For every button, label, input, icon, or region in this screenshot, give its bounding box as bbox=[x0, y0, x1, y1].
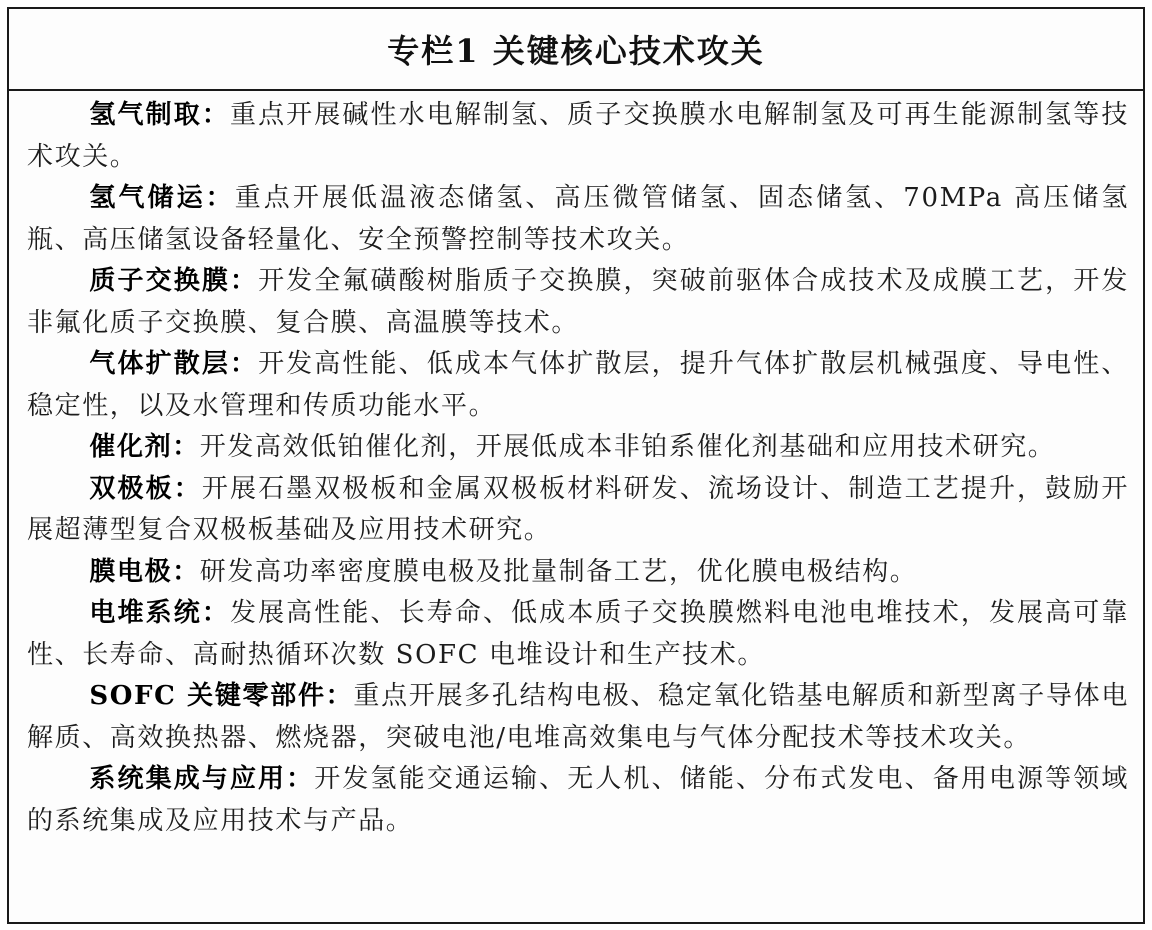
item-text: 开发全氟磺酸树脂质子交换膜，突破前驱体合成技术及成膜工艺，开发非氟化质子交换膜、复合膜、高温膜等技术。 bbox=[27, 266, 1129, 338]
special-column-box bbox=[7, 7, 1145, 924]
item-term: 氢气储运： bbox=[89, 183, 235, 213]
item-text: 发展高性能、长寿命、低成本质子交换膜燃料电池电堆技术，发展高可靠性、长寿命、高耐热循环次数 SOFC 电堆设计和生产技术。 bbox=[27, 598, 1129, 670]
item-sofc-key-components bbox=[27, 676, 1129, 759]
item-system-integration bbox=[27, 759, 1129, 842]
item-text: 重点开展低温液态储氢、高压微管储氢、固态储氢、70MPa 高压储氢瓶、高压储氢设备轻量化、安全预警控制等技术攻关。 bbox=[27, 183, 1129, 255]
item-hydrogen-production bbox=[27, 95, 1129, 178]
item-term: 质子交换膜： bbox=[89, 266, 259, 296]
item-text: 开发高效低铂催化剂，开展低成本非铂系催化剂基础和应用技术研究。 bbox=[199, 432, 1056, 462]
item-gas-diffusion-layer bbox=[27, 344, 1129, 427]
item-term: 氢气制取： bbox=[89, 100, 230, 130]
item-term: 系统集成与应用： bbox=[89, 764, 315, 794]
column-title: 专栏1 关键核心技术攻关 bbox=[387, 32, 765, 70]
item-term: 双极板： bbox=[89, 473, 202, 504]
item-stack-system bbox=[27, 593, 1129, 676]
item-text: 重点开展碱性水电解制氢、质子交换膜水电解制氢及可再生能源制氢等技术攻关。 bbox=[27, 100, 1129, 172]
item-text: 开发高性能、低成本气体扩散层，提升气体扩散层机械强度、导电性、稳定性，以及水管理和传质功能水平。 bbox=[27, 349, 1129, 421]
item-term: SOFC 关键零部件： bbox=[89, 681, 354, 711]
column-content bbox=[9, 91, 1143, 842]
item-term: 电堆系统： bbox=[89, 598, 230, 628]
item-text: 重点开展多孔结构电极、稳定氧化锆基电解质和新型离子导体电解质、高效换热器、燃烧器，突破电池/电堆高效集电与气体分配技术等技术攻关。 bbox=[27, 681, 1129, 753]
item-hydrogen-storage-transport bbox=[27, 178, 1129, 261]
item-term: 膜电极： bbox=[89, 556, 200, 587]
item-term: 气体扩散层： bbox=[89, 349, 259, 379]
column-header bbox=[9, 9, 1143, 91]
item-text: 开展石墨双极板和金属双极板材料研发、流场设计、制造工艺提升，鼓励开展超薄型复合双极板基础及应用技术研究。 bbox=[27, 473, 1129, 545]
item-membrane-electrode bbox=[27, 552, 1129, 594]
item-catalyst bbox=[27, 427, 1129, 469]
item-proton-exchange-membrane bbox=[27, 261, 1129, 344]
item-text: 研发高功率密度膜电极及批量制备工艺，优化膜电极结构。 bbox=[199, 556, 918, 587]
item-bipolar-plate bbox=[27, 469, 1129, 552]
item-term: 催化剂： bbox=[89, 432, 200, 462]
item-text: 开发氢能交通运输、无人机、储能、分布式发电、备用电源等领域的系统集成及应用技术与产品。 bbox=[27, 764, 1129, 836]
